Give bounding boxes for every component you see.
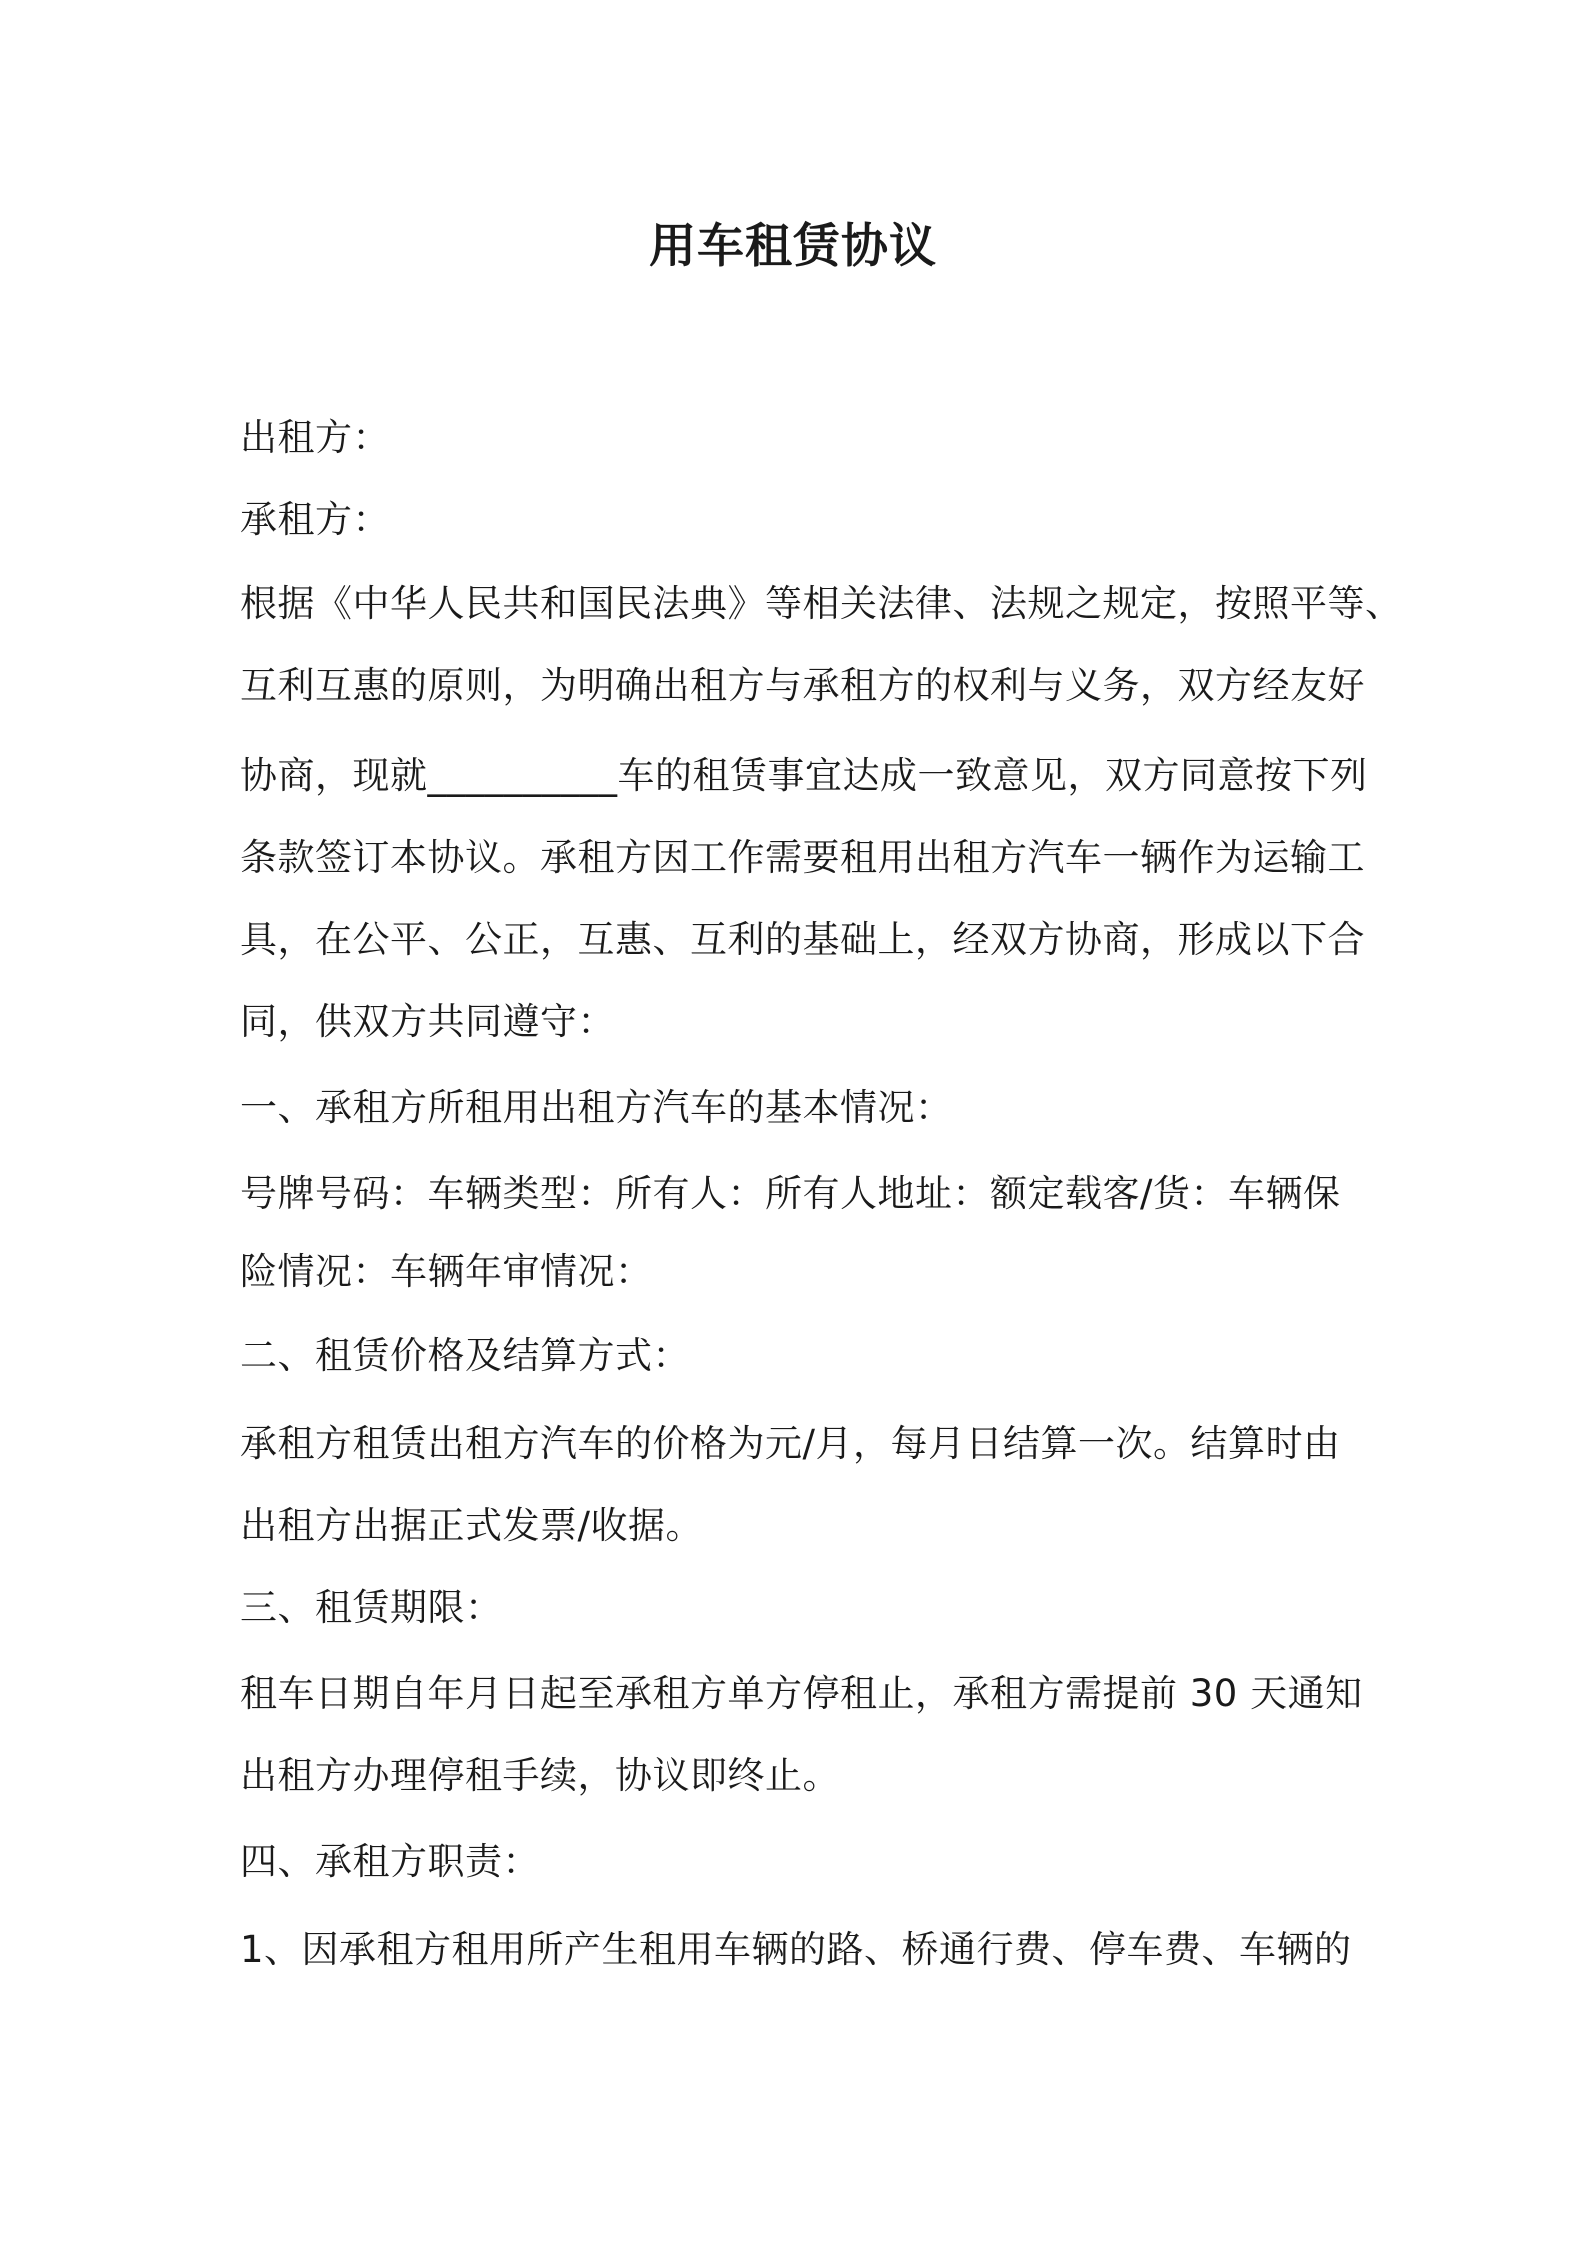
lessee-label: 承租方：	[240, 498, 390, 541]
section-4-heading: 四、承租方职责：	[240, 1840, 540, 1883]
section-3-line-2: 出租方办理停租手续，协议即终止。	[240, 1754, 840, 1797]
document-title: 用车租赁协议	[649, 219, 937, 274]
preamble-line-1: 根据《中华人民共和国民法典》等相关法律、法规之规定，按照平等、	[240, 582, 1403, 625]
preamble-line-5: 具，在公平、公正，互惠、互利的基础上，经双方协商，形成以下合	[240, 918, 1365, 961]
section-1-line-2: 险情况：车辆年审情况：	[240, 1250, 653, 1293]
section-2-heading: 二、租赁价格及结算方式：	[240, 1334, 690, 1377]
preamble-line-3: 协商，现就__________车的租赁事宜达成一致意见，双方同意按下列	[240, 754, 1368, 797]
preamble-line-4: 条款签订本协议。承租方因工作需要租用出租方汽车一辆作为运输工	[240, 836, 1365, 879]
preamble-line-2: 互利互惠的原则，为明确出租方与承租方的权利与义务，双方经友好	[240, 664, 1365, 707]
section-4-item-1: 1、因承租方租用所产生租用车辆的路、桥通行费、停车费、车辆的	[240, 1928, 1352, 1971]
section-3-heading: 三、租赁期限：	[240, 1586, 503, 1629]
section-3-line-1: 租车日期自年月日起至承租方单方停租止，承租方需提前 30 天通知	[240, 1672, 1363, 1715]
section-2-line-2: 出租方出据正式发票/收据。	[240, 1504, 703, 1547]
section-1-heading: 一、承租方所租用出租方汽车的基本情况：	[240, 1086, 953, 1129]
lessor-label: 出租方：	[240, 416, 390, 459]
section-1-line-1: 号牌号码：车辆类型：所有人：所有人地址：额定载客/货：车辆保	[240, 1172, 1341, 1215]
section-2-line-1: 承租方租赁出租方汽车的价格为元/月，每月日结算一次。结算时由	[240, 1422, 1341, 1465]
preamble-line-6: 同，供双方共同遵守：	[240, 1000, 615, 1043]
